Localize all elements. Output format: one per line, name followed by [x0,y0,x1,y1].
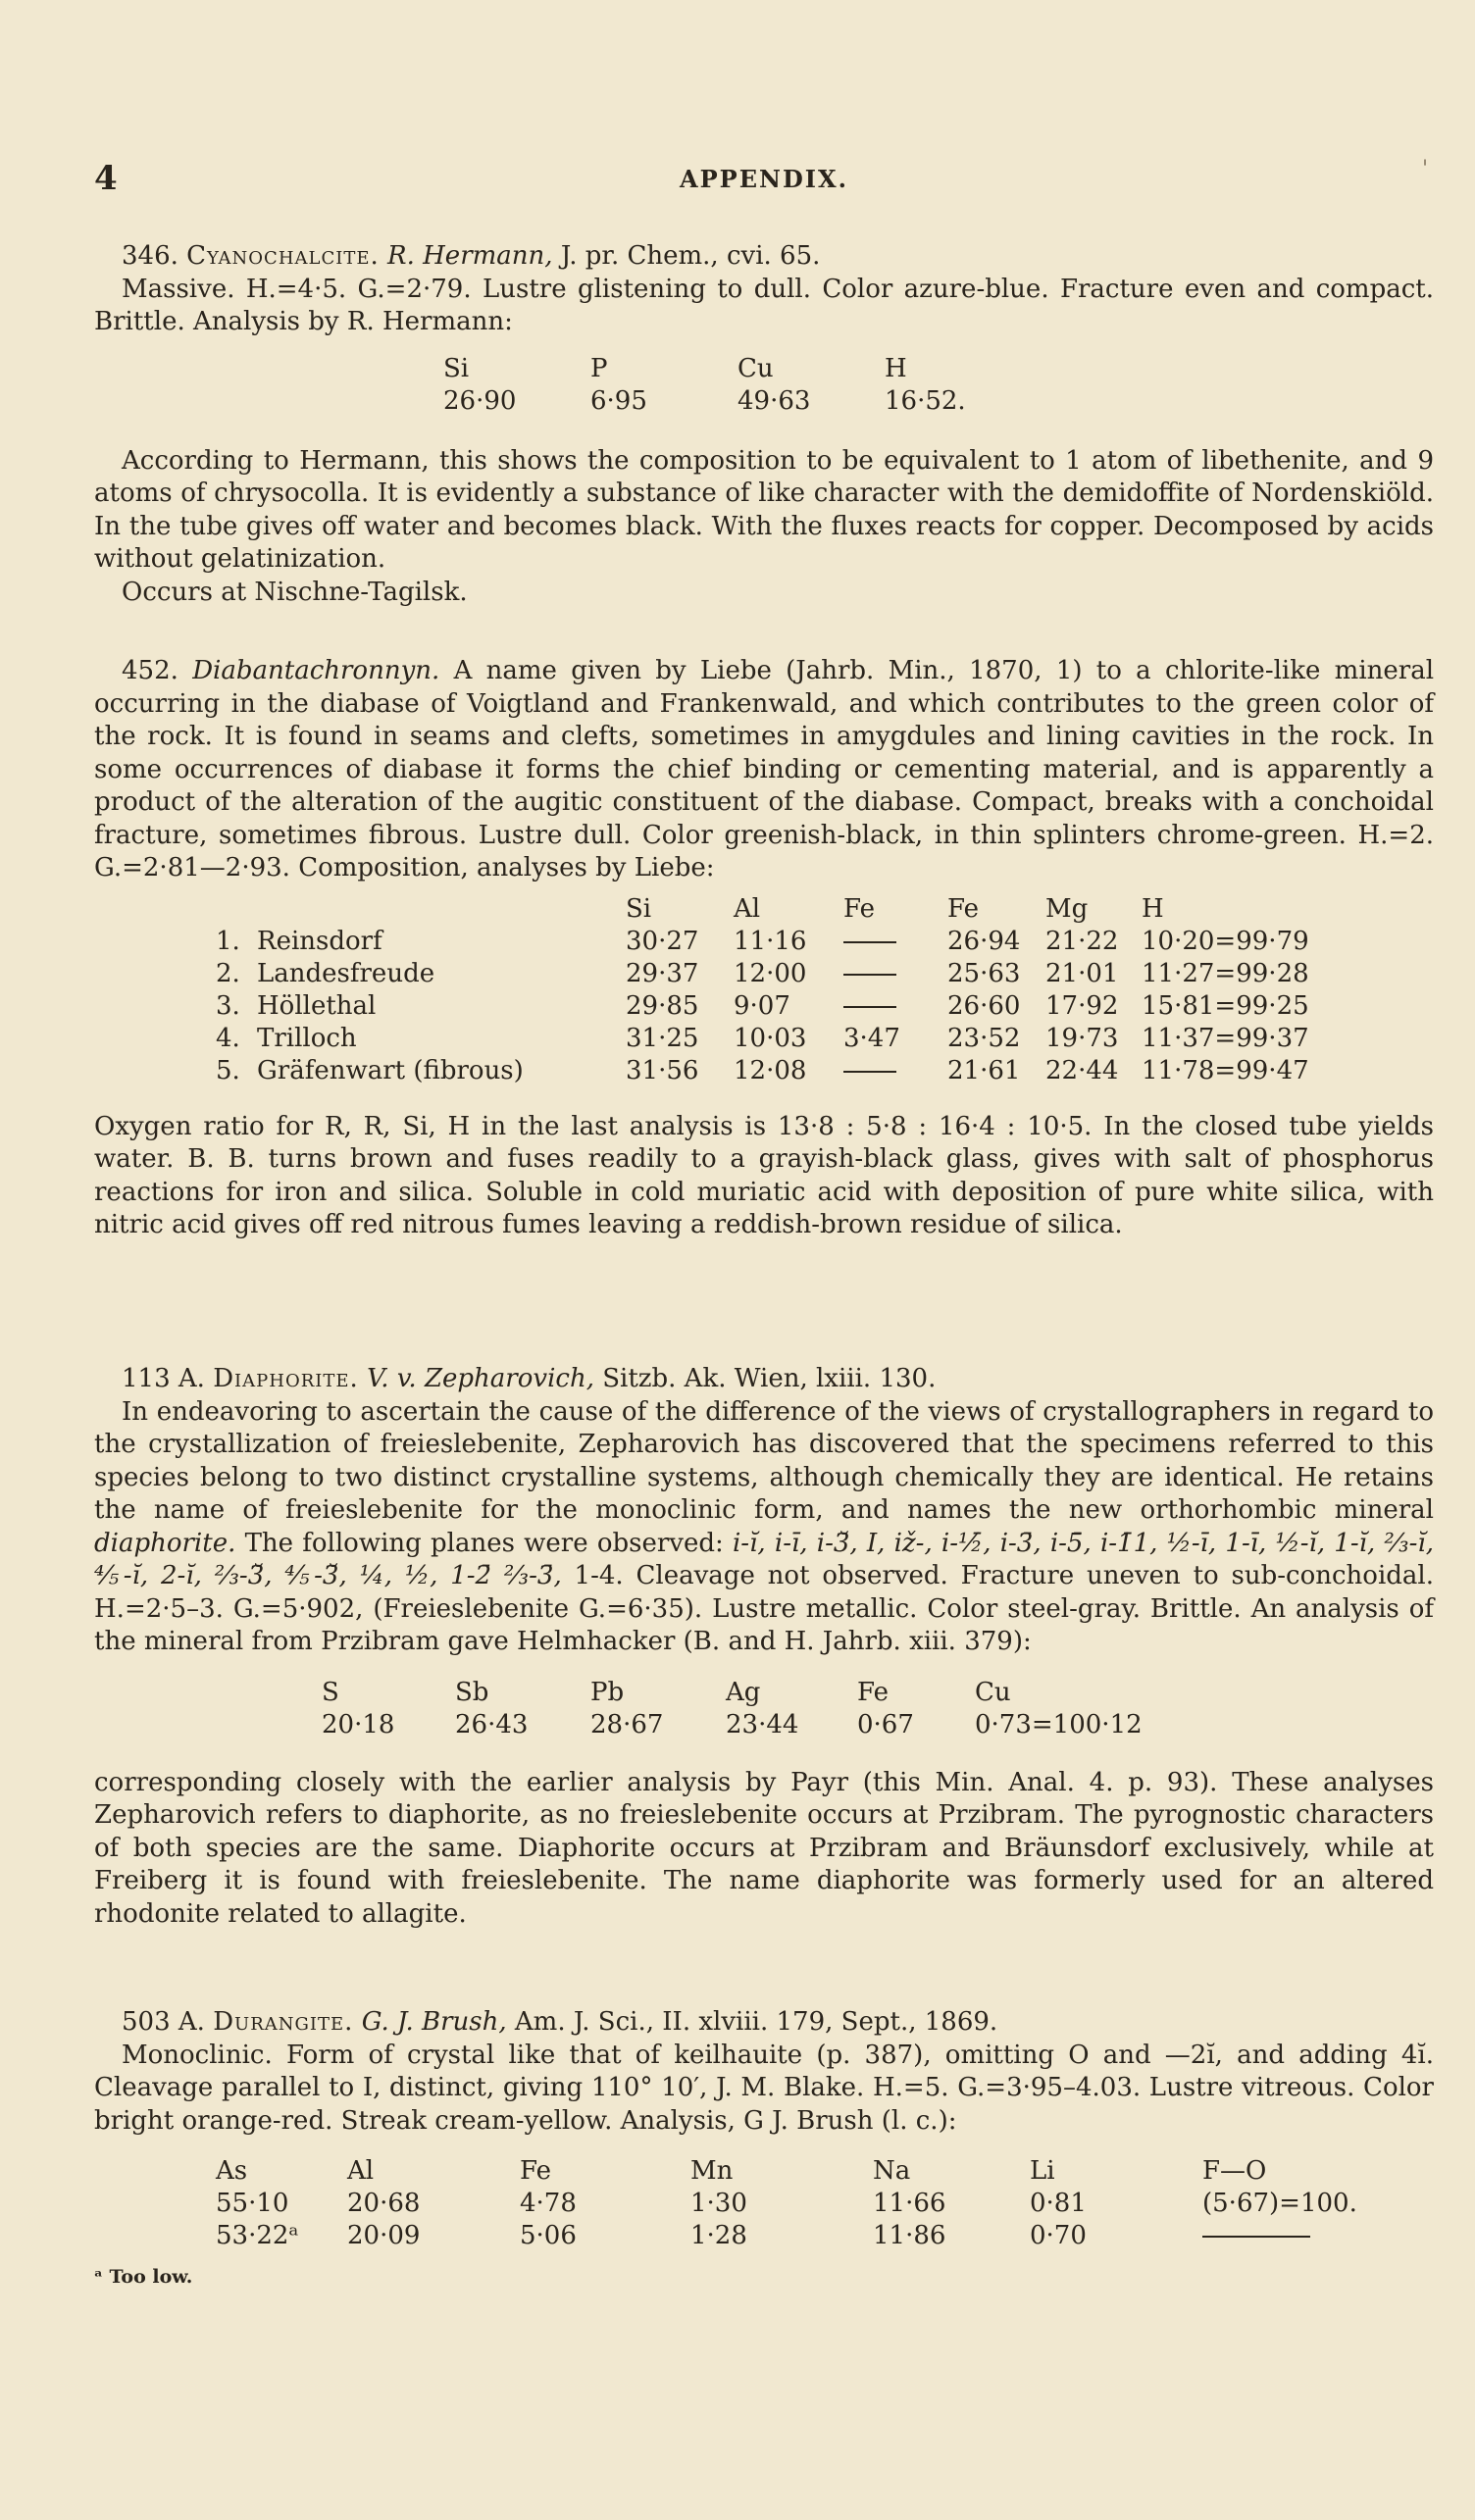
table-cell: 10·20=99·79 [1142,926,1309,956]
empty-dash [843,1006,896,1008]
table-cell: 11·86 [873,2221,946,2250]
table-cell [843,990,947,1023]
table-cell: 5·06 [520,2221,577,2250]
col-header: S [322,1677,339,1707]
analysis-table [216,2155,1357,2252]
empty-dash [843,1071,896,1073]
entry-number: 346. [122,241,178,271]
col-header: Cu [738,353,774,383]
table-cell: 20·18 [322,1709,395,1739]
table-cell: 15·81=99·25 [1142,990,1309,1021]
col-header: Mn [690,2156,734,2186]
col-header: Si [626,893,652,924]
locality: Trilloch [257,1023,357,1053]
table-cell: 31·25 [626,1023,699,1053]
analysis-table [216,893,1309,1087]
table-cell: 12·08 [734,1055,807,1085]
col-header: Cu [975,1677,1011,1707]
table-cell: 4·78 [520,2189,577,2218]
locality: Reinsdorf [257,926,382,956]
entry-heading [94,2006,1434,2040]
corner-mark: ' [1421,157,1428,181]
reference: Am. J. Sci., II. xlviii. 179, Sept., 1869. [514,2007,998,2037]
section-diabantachronnyn [94,655,1434,1242]
col-header: Fe [947,893,980,924]
entry-body: In endeavoring to ascertain the cause of the difference of the views of crystallographers in regard to the crystallization of freieslebenite, Zepharovich has discovered that the specimens referred to this species belong to two distinct crystalline systems, although chemically they are identical. He retains the name of freieslebenite for the monoclinic form, and names the new orthorhombic mineral [94,1396,1434,1525]
table-cell: 17·92 [1045,990,1119,1021]
author: G. J. Brush, [361,2007,507,2037]
table-cell: 29·37 [626,958,699,988]
row-number: 5. [216,1055,240,1085]
col-header: As [216,2156,248,2186]
table-cell: 20·09 [347,2221,421,2250]
table-cell: 0·70 [1030,2221,1087,2250]
mineral-name: Diaphorite. [213,1364,359,1393]
section-durangite [94,2006,1434,2288]
col-header: Al [347,2156,375,2186]
entry-heading [94,1363,1434,1396]
col-header: H [885,353,907,383]
table-cell: 23·52 [947,1023,1021,1053]
entry-number: 503 A. [122,2007,205,2037]
table-cell [1202,2220,1357,2252]
table-cell: 0·73=100·12 [975,1709,1143,1739]
col-header: Sb [455,1677,489,1707]
table-cell: 31·56 [626,1055,699,1085]
table-cell: 0·67 [857,1709,914,1739]
mineral-name: Cyanochalcite. [186,241,380,271]
table-cell: 26·90 [443,385,517,416]
col-header: Al [734,893,761,924]
planes-intro: The following planes were observed: [244,1528,724,1558]
entry-heading [94,240,1434,274]
col-header: Fe [843,893,876,924]
description: Massive. H.=4·5. G.=2·79. Lustre glistening to dull. Color azure-blue. Fracture even and compact. Brittle. Analysis by R. Hermann: [94,274,1434,336]
empty-dash [843,974,896,976]
table-cell: 20·68 [347,2189,421,2218]
table-cell: 11·16 [734,926,807,956]
col-header: Fe [857,1677,890,1707]
table-cell: 3·47 [843,1023,900,1053]
row-number: 1. [216,926,240,956]
table-row [216,1055,1309,1087]
table-cell [843,926,947,958]
table-cell: 29·85 [626,990,699,1021]
table-cell: 11·78=99·47 [1142,1055,1309,1085]
paragraph: corresponding closely with the earlier analysis by Payr (this Min. Anal. 4. p. 93). These analyses Zepharovich refers to diaphorite, as no freieslebenite occurs at Przibram. The pyrognostic characters of both species are the same. Diaphorite occurs at Przibram and Bräunsdorf exclusively, while at Freiberg it is found with freieslebenite. The name diaphorite was formerly used for an altered rhodonite related to allagite. [94,1767,1434,1929]
entry-body: A name given by Liebe (Jahrb. Min., 1870, 1) to a chlorite-like mineral occurring in the diabase of Voigtland and Frankenwald, and which contributes to the green color of the rock. It is found in seams and clefts, sometimes in amygdules and lining cavities in the rock. In some occurrences of diabase it forms the chief binding or cementing material, and is apparently a product of the alteration of the augitic constituent of the diabase. Compact, breaks with a conchoidal fracture, sometimes fibrous. Lustre dull. Color greenish-black, in thin splinters chrome-green. H.=2. G.=2·81—2·93. Composition, analyses by Liebe: [94,656,1435,882]
table-cell [843,958,947,990]
table-row [216,990,1309,1023]
table-row [216,1023,1309,1055]
empty-dash [843,941,896,943]
running-title: APPENDIX. [680,165,848,193]
table-cell: 11·66 [873,2189,946,2218]
crystal-planes: i-ĭ, i-ī, i-3̆, I, iž-, i-½̄, i-3̄, i-5̄, i-1̄1, ½-ī, 1-ī, ½-ĭ, 1-ĭ, ⅔-ĭ, ⅘-ĭ, 2-ĭ, ⅔-3̆, ⅘-3̆, ¼, ½, 1-2̄ ⅔-3̄, [94,1528,1434,1590]
table-cell: 28·67 [590,1709,664,1739]
paragraph: According to Hermann, this shows the composition to be equivalent to 1 atom of libethenite, and 9 atoms of chrysocolla. It is evidently a substance of like character with the demidoffite of Nordenskiöld. In the tube gives off water and becomes black. With the fluxes reacts for copper. Decomposed by acids without gelatinization. [94,445,1434,574]
table-cell: 21·22 [1045,926,1119,956]
author: V. v. Zepharovich, [367,1364,594,1393]
table-cell: 1·30 [690,2189,747,2218]
table-cell: 21·01 [1045,958,1119,988]
empty-dash [1202,2236,1310,2238]
table-cell: 0·81 [1030,2189,1087,2218]
paragraph: Monoclinic. Form of crystal like that of keilhauite (p. 387), omitting O and —2ĭ, and adding 4ĭ. Cleavage parallel to I, distinct, giving 110° 10′, J. M. Blake. H.=5. G.=3·95–4.03. Lustre vitreous. Color bright orange-red. Streak cream-yellow. Analysis, G J. Brush (l. c.): [94,2040,1434,2136]
paragraph: Oxygen ratio for R, R, Si, H in the last analysis is 13·8 : 5·8 : 16·4 : 10·5. In the closed tube yields water. B. B. turns brown and fuses readily to a grayish-black glass, gives with salt of phosphorus reactions for iron and silica. Soluble in cold muriatic acid with deposition of pure white silica, with nitric acid gives off red nitrous fumes leaving a reddish-brown residue of silica. [94,1111,1434,1239]
col-header: H [1142,893,1164,924]
mineral-name: Durangite. [213,2007,354,2037]
paragraph [94,1396,1434,1659]
reference: Sitzb. Ak. Wien, lxiii. 130. [602,1364,937,1393]
table-cell: 25·63 [947,958,1021,988]
row-number: 3. [216,990,240,1021]
new-name: diaphorite. [94,1528,236,1558]
table-cell: 10·03 [734,1023,807,1053]
table-cell: 19·73 [1045,1023,1119,1053]
table-cell: 1·28 [690,2221,747,2250]
table-cell: 6·95 [590,385,647,416]
locality: Landesfreude [257,958,435,988]
table-cell: (5·67)=100. [1202,2189,1357,2218]
col-header: Pb [590,1677,625,1707]
locality: Gräfenwart (fibrous) [257,1055,524,1085]
table-cell: 49·63 [738,385,811,416]
table-row [216,926,1309,958]
col-header: Fe [520,2156,552,2186]
section-diaphorite [94,1363,1434,1931]
col-header: P [590,353,608,383]
col-header: Ag [726,1677,761,1707]
entry-text [94,655,1434,885]
table-row [216,958,1309,990]
table-cell: 11·37=99·37 [1142,1023,1309,1053]
table-cell [843,1055,947,1087]
page-number: 4 [94,159,118,198]
col-header: Li [1030,2156,1055,2186]
locality: Höllethal [257,990,377,1021]
table-cell: 26·60 [947,990,1021,1021]
entry-body-2: 1-4. Cleavage not observed. Fracture uneven to sub-conchoidal. H.=2·5–3. G.=5·902, (Freieslebenite G.=6·35). Lustre metallic. Color steel-gray. Brittle. An analysis of the mineral from Przibram gave Helmhacker (B. and H. Jahrb. xiii. 379): [94,1561,1434,1656]
table-cell: 55·10 [216,2189,289,2218]
section-cyanochalcite [94,240,1434,609]
author: R. Hermann, [387,241,553,271]
table-cell: 16·52. [885,385,966,416]
page-header [94,159,1434,198]
table-cell: 9·07 [734,990,790,1021]
entry-number: 452. [122,656,178,685]
table-cell: 30·27 [626,926,699,956]
table-cell: 23·44 [726,1709,799,1739]
paragraph: Occurs at Nischne-Tagilsk. [122,577,468,607]
col-header: Mg [1045,893,1089,924]
page [94,0,1434,2520]
footnote: ᵃ Too low. [94,2266,193,2288]
table-cell: 21·61 [947,1055,1021,1085]
table-cell: 12·00 [734,958,807,988]
col-header: Si [443,353,470,383]
row-number: 2. [216,958,240,988]
mineral-name: Diabantachronnyn. [192,656,440,685]
col-header: F—O [1202,2156,1267,2186]
col-header: Na [873,2156,911,2186]
row-number: 4. [216,1023,240,1053]
table-cell: 22·44 [1045,1055,1119,1085]
entry-number: 113 A. [122,1364,205,1393]
table-cell: 26·43 [455,1709,529,1739]
table-cell: 11·27=99·28 [1142,958,1309,988]
analysis-table [443,353,966,418]
table-cell: 26·94 [947,926,1021,956]
table-cell: 53·22ᵃ [216,2221,299,2250]
reference: J. pr. Chem., cvi. 65. [560,241,821,271]
analysis-table [322,1677,1143,1741]
